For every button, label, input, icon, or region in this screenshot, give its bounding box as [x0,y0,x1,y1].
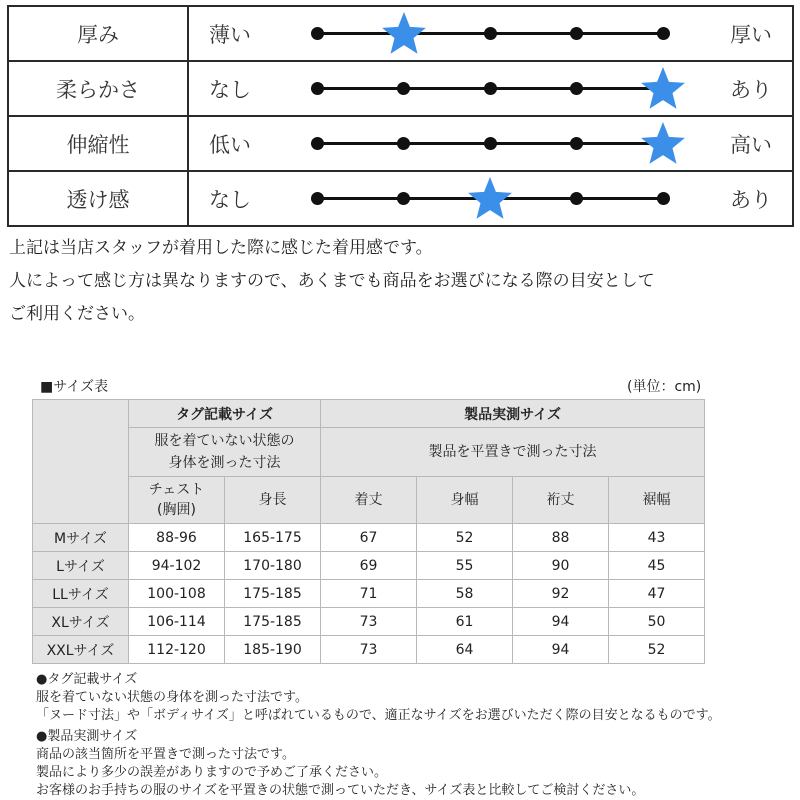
star-icon [639,65,687,113]
cell-hem: 45 [609,552,705,580]
group-header-measured-size: 製品実測サイズ [321,400,705,428]
scale-min-label: なし [209,187,251,212]
cell-chest: 106-114 [129,608,225,636]
star-icon [639,120,687,168]
cell-chest: 112-120 [129,636,225,664]
footnote-text: 「ヌード寸法」や「ボディサイズ」と呼ばれているもので、適正なサイズをお選びいただく際の目安となるものです。 [36,708,721,723]
star-icon [466,175,514,223]
column-header-sleeve: 裄丈 [513,477,609,524]
cell-length: 71 [321,580,417,608]
scale-dot [311,192,324,205]
size-label: XXLサイズ [33,636,129,664]
cell-height: 170-180 [225,552,321,580]
cell-sleeve: 94 [513,636,609,664]
scale-dot [397,137,410,150]
scale-dot [311,82,324,95]
star-icon [380,10,428,58]
cell-chest: 88-96 [129,524,225,552]
cell-height: 185-190 [225,636,321,664]
footnote-text: お客様のお手持ちの服のサイズを平置きの状態で測っていただき、サイズ表と比較してご検討ください。 [36,783,645,798]
table-row [33,524,705,552]
column-header-text: (胸囲) [157,502,196,518]
size-table-title: ■サイズ表 [40,379,109,395]
scale-dot [657,192,670,205]
table-row [33,636,705,664]
size-label: Lサイズ [33,552,129,580]
cell-length: 73 [321,608,417,636]
footnote-heading: ●タグ記載サイズ [36,672,138,687]
note-text: ご利用ください。 [9,304,145,324]
feel-label: 伸縮性 [9,117,189,170]
desc-line: 身体を測った寸法 [168,455,281,471]
cell-chest: 100-108 [129,580,225,608]
feel-label: 透け感 [9,172,189,225]
scale-dot [311,27,324,40]
footnote-text: 製品により多少の誤差がありますので予めご了承ください。 [36,765,388,780]
feel-row-softness [9,62,792,117]
footnote-text: 服を着ていない状態の身体を測った寸法です。 [36,690,308,705]
table-row [33,580,705,608]
cell-length: 67 [321,524,417,552]
cell-length: 73 [321,636,417,664]
note-text: 人によって感じ方は異なりますので、あくまでも商品をお選びになる際の目安として [9,271,655,291]
scale-dot [397,192,410,205]
scale-min-label: なし [209,77,251,102]
cell-sleeve: 92 [513,580,609,608]
scale-dot [484,27,497,40]
desc-line: 服を着ていない状態の [154,433,295,449]
scale-dot [484,137,497,150]
scale-max-label: 厚い [730,22,772,47]
size-table [32,399,705,664]
feel-row-thickness [9,7,792,62]
cell-width: 58 [417,580,513,608]
scale-max-label: 高い [730,132,772,157]
cell-hem: 52 [609,636,705,664]
size-label: XLサイズ [33,608,129,636]
size-table-unit: (単位：cm) [627,379,702,395]
feel-scale [189,62,792,115]
cell-sleeve: 90 [513,552,609,580]
feel-scale [189,7,792,60]
scale-dot [570,192,583,205]
cell-width: 61 [417,608,513,636]
column-header-chest [129,477,225,524]
footnote-text: 商品の該当箇所を平置きで測った寸法です。 [36,747,295,762]
column-header-length: 着丈 [321,477,417,524]
size-label: Mサイズ [33,524,129,552]
size-label: LLサイズ [33,580,129,608]
note-text: 上記は当店スタッフが着用した際に感じた着用感です。 [9,238,433,258]
fit-feel-table [7,5,794,227]
feel-row-sheerness [9,172,792,225]
scale-dot [657,27,670,40]
corner-cell [33,400,129,524]
scale-dot [570,82,583,95]
cell-height: 165-175 [225,524,321,552]
cell-width: 64 [417,636,513,664]
cell-chest: 94-102 [129,552,225,580]
cell-hem: 43 [609,524,705,552]
cell-length: 69 [321,552,417,580]
cell-hem: 47 [609,580,705,608]
feel-row-stretch [9,117,792,172]
feel-scale [189,172,792,225]
feel-scale [189,117,792,170]
cell-height: 175-185 [225,608,321,636]
scale-max-label: あり [730,187,772,212]
group-header-tag-size: タグ記載サイズ [129,400,321,428]
scale-dot [397,82,410,95]
footnote-heading: ●製品実測サイズ [36,729,138,744]
column-header-text: チェスト [148,482,205,498]
table-row [33,608,705,636]
scale-dot [570,27,583,40]
cell-height: 175-185 [225,580,321,608]
feel-label: 柔らかさ [9,62,189,115]
column-header-hem: 裾幅 [609,477,705,524]
scale-min-label: 薄い [209,22,251,47]
tag-size-description [129,428,321,477]
cell-width: 52 [417,524,513,552]
scale-max-label: あり [730,77,772,102]
scale-dot [484,82,497,95]
cell-sleeve: 88 [513,524,609,552]
scale-dot [570,137,583,150]
cell-width: 55 [417,552,513,580]
column-header-width: 身幅 [417,477,513,524]
cell-hem: 50 [609,608,705,636]
column-header-height: 身長 [225,477,321,524]
table-row [33,552,705,580]
cell-sleeve: 94 [513,608,609,636]
scale-min-label: 低い [209,132,251,157]
scale-dot [311,137,324,150]
feel-label: 厚み [9,7,189,60]
measured-size-description: 製品を平置きで測った寸法 [321,428,705,477]
